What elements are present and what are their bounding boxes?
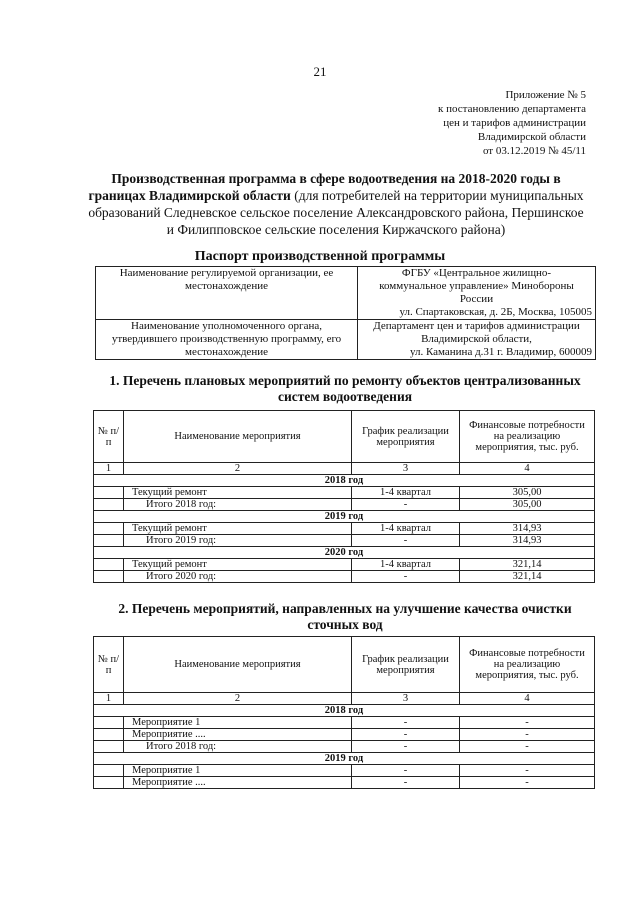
year-row — [94, 511, 595, 523]
column-number-row — [94, 693, 595, 705]
document-title — [86, 170, 586, 238]
measure-name: Текущий ремонт — [124, 559, 352, 571]
section1-title: 1. Перечень плановых мероприятий по ремонту объектов централизованных систем водоотведения — [109, 373, 581, 404]
column-number-row — [94, 463, 595, 475]
table-header-row — [94, 411, 595, 463]
total-amount: 305,00 — [460, 499, 595, 511]
passport-label: Наименование уполномоченного органа, утвердившего производственную программу, его местонахождение — [96, 320, 358, 360]
measure-amount: - — [460, 729, 595, 741]
column-header: Наименование мероприятия — [124, 411, 352, 463]
year-label: 2018 год — [94, 705, 595, 717]
column-number: 2 — [124, 693, 352, 705]
document-title-bold: Производственная программа в сфере водоотведения на 2018-2020 годы в границах Владимирской области — [88, 171, 561, 203]
measure-schedule: - — [352, 717, 460, 729]
column-header: № п/п — [94, 411, 124, 463]
year-label: 2019 год — [94, 753, 595, 765]
measure-amount: - — [460, 717, 595, 729]
measure-name: Мероприятие 1 — [124, 765, 352, 777]
page-number: 21 — [313, 64, 327, 79]
measure-amount: - — [460, 765, 595, 777]
measure-schedule: 1-4 квартал — [352, 559, 460, 571]
table-row — [94, 729, 595, 741]
measure-name: Текущий ремонт — [124, 523, 352, 535]
year-label: 2018 год — [94, 475, 595, 487]
column-number: 1 — [94, 693, 124, 705]
total-schedule: - — [352, 499, 460, 511]
table-row — [94, 487, 595, 499]
column-header: Финансовые потребности на реализацию мероприятия, тыс. руб. — [460, 411, 595, 463]
table-row — [94, 765, 595, 777]
column-number: 1 — [94, 463, 124, 475]
document-title-rest: (для потребителей на территории муниципальных образований Следневское сельское поселение Александровского района, Першинское и Филипповское сельские поселения Киржачского района) — [88, 188, 584, 237]
passport-label: Наименование регулируемой организации, ее местонахождение — [96, 267, 358, 320]
column-number: 4 — [460, 463, 595, 475]
appendix-line: к постановлению департамента — [438, 103, 586, 115]
year-row — [94, 475, 595, 487]
measure-name: Текущий ремонт — [124, 487, 352, 499]
table-header-row — [94, 637, 595, 693]
passport-value-address: ул. Спартаковская, д. 2Б, Москва, 105005 — [399, 306, 592, 318]
passport-value — [358, 320, 596, 360]
year-label: 2020 год — [94, 547, 595, 559]
passport-value-line: ФГБУ «Центральное жилищно- — [401, 267, 552, 279]
table-row — [94, 523, 595, 535]
total-amount: 321,14 — [460, 571, 595, 583]
passport-table — [95, 266, 596, 360]
measure-schedule: - — [352, 729, 460, 741]
total-schedule: - — [352, 741, 460, 753]
total-row — [94, 499, 595, 511]
column-number: 2 — [124, 463, 352, 475]
measure-schedule: 1-4 квартал — [352, 523, 460, 535]
passport-value-line: коммунальное управление» Минобороны — [379, 280, 574, 292]
year-row — [94, 753, 595, 765]
measure-name: Мероприятие .... — [124, 729, 352, 741]
measure-amount: 305,00 — [460, 487, 595, 499]
measure-schedule: - — [352, 765, 460, 777]
measure-name: Мероприятие .... — [124, 777, 352, 789]
table-row — [94, 777, 595, 789]
total-schedule: - — [352, 571, 460, 583]
passport-value-address: ул. Каманина д.31 г. Владимир, 600009 — [409, 346, 592, 358]
table-row — [94, 559, 595, 571]
total-label: Итого 2018 год: — [124, 499, 352, 511]
total-label: Итого 2018 год: — [124, 741, 352, 753]
appendix-line: Владимирской области — [477, 131, 586, 143]
total-amount: - — [460, 741, 595, 753]
appendix-line: Приложение № 5 — [505, 89, 586, 101]
passport-value-line: Владимирской области, — [421, 333, 532, 345]
appendix-line: от 03.12.2019 № 45/11 — [482, 145, 586, 157]
total-label: Итого 2019 год: — [124, 535, 352, 547]
passport-value-line: России — [459, 293, 494, 305]
passport-value-line: Департамент цен и тарифов администрации — [373, 320, 580, 332]
section2-title: 2. Перечень мероприятий, направленных на улучшение качества очистки сточных вод — [118, 601, 572, 632]
year-row — [94, 547, 595, 559]
measure-name: Мероприятие 1 — [124, 717, 352, 729]
appendix-line: цен и тарифов администрации — [443, 117, 586, 129]
total-row — [94, 535, 595, 547]
measure-amount: 321,14 — [460, 559, 595, 571]
total-label: Итого 2020 год: — [124, 571, 352, 583]
measure-schedule: - — [352, 777, 460, 789]
column-number: 3 — [352, 693, 460, 705]
column-number: 3 — [352, 463, 460, 475]
measure-amount: 314,93 — [460, 523, 595, 535]
total-row — [94, 741, 595, 753]
column-header: Финансовые потребности на реализацию мероприятия, тыс. руб. — [460, 637, 595, 693]
total-amount: 314,93 — [460, 535, 595, 547]
column-header: № п/п — [94, 637, 124, 693]
table-row — [96, 267, 596, 320]
measure-schedule: 1-4 квартал — [352, 487, 460, 499]
total-schedule: - — [352, 535, 460, 547]
total-row — [94, 571, 595, 583]
year-row — [94, 705, 595, 717]
section2-table — [93, 636, 595, 789]
passport-title: Паспорт производственной программы — [194, 249, 446, 264]
table-row — [94, 717, 595, 729]
year-label: 2019 год — [94, 511, 595, 523]
measure-amount: - — [460, 777, 595, 789]
column-number: 4 — [460, 693, 595, 705]
table-row — [96, 320, 596, 360]
column-header: Наименование мероприятия — [124, 637, 352, 693]
column-header: График реализации мероприятия — [352, 637, 460, 693]
passport-value — [358, 267, 596, 320]
column-header: График реализации мероприятия — [352, 411, 460, 463]
appendix-header — [396, 88, 586, 158]
section1-table — [93, 410, 595, 583]
